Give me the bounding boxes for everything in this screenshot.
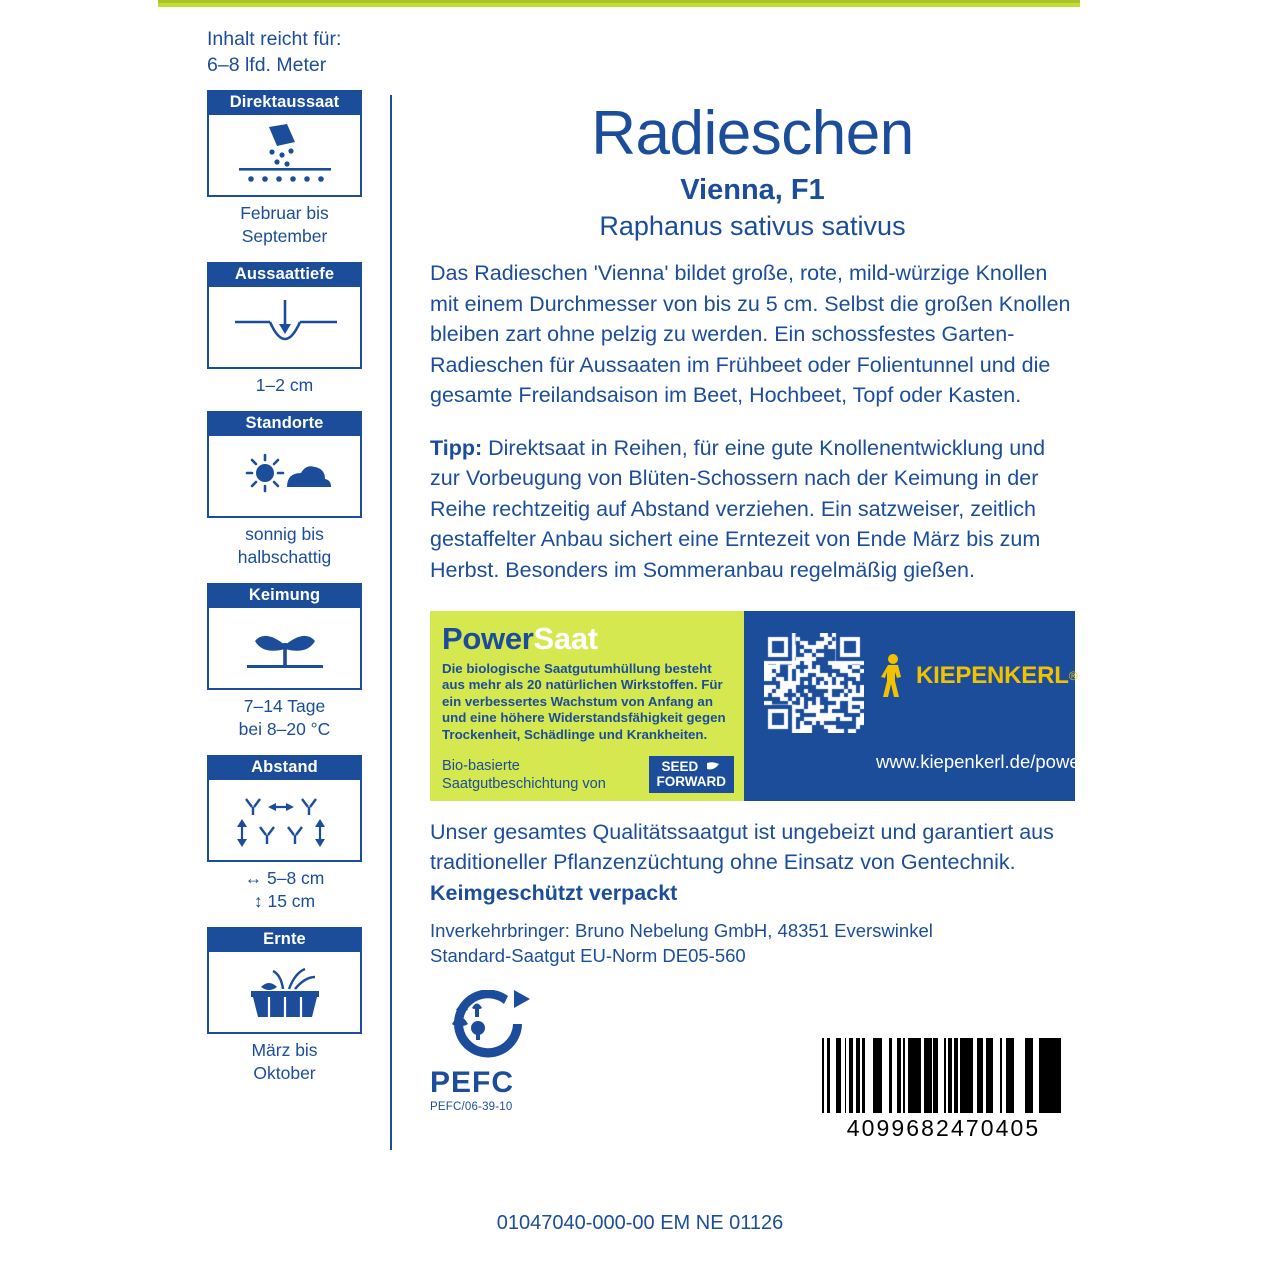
info-block-abstand bbox=[207, 755, 375, 913]
info-block-head: Aussaattiefe bbox=[207, 262, 362, 287]
tip-text: Direktsaat in Reihen, für eine gute Knollenentwicklung und zur Vorbeugung von Blüten-Schossern nach der Keimung in der Reihe rechtzeitig auf Abstand verziehen. Ein satzweiser, zeitlich gestaffelter Anbau sichert eine Erntezeit von Ende März bis zum Herbst. Besonders im Sommeranbau regelmäßig gießen. bbox=[430, 435, 1046, 582]
article-code: 01047040-000-00 EM NE 01126 bbox=[496, 1212, 784, 1234]
vertical-divider bbox=[390, 95, 392, 1150]
info-block-head: Abstand bbox=[207, 755, 362, 780]
info-block-head: Keimung bbox=[207, 583, 362, 608]
page-title: Radieschen bbox=[591, 99, 914, 168]
info-block-caption: 7–14 Tage bei 8–20 °C bbox=[238, 696, 331, 739]
seed-forward-logo: SEED FORWARD bbox=[649, 756, 735, 793]
contains-line-2: 6–8 lfd. Meter bbox=[207, 54, 327, 76]
bio-coating-label: Bio-basierte Saatgutbeschichtung von bbox=[442, 758, 606, 792]
left-info-column bbox=[207, 26, 375, 1089]
info-block-caption: ↔ 5–8 cm ↕ 15 cm bbox=[244, 868, 325, 911]
distributor-info: Inverkehrbringer: Bruno Nebelung GmbH, 48351 Everswinkel Standard-Saatgut EU-Norm DE05-560 bbox=[430, 920, 933, 966]
kiepenkerl-logo bbox=[880, 653, 1078, 699]
qr-code[interactable] bbox=[764, 633, 864, 733]
info-block-keimung bbox=[207, 583, 375, 741]
sun-cloud-icon bbox=[207, 436, 362, 518]
barcode-bars bbox=[822, 1038, 1065, 1113]
info-block-aussaattiefe bbox=[207, 262, 375, 397]
contains-label bbox=[207, 26, 375, 78]
info-block-head: Ernte bbox=[207, 927, 362, 952]
contains-line-1: Inhalt reicht für: bbox=[207, 28, 342, 50]
botanical-name: Raphanus sativus sativus bbox=[599, 211, 906, 241]
powersaat-left bbox=[430, 611, 744, 801]
description-text: Das Radieschen 'Vienna' bildet große, rote, mild-würzige Knollen mit einem Durchmesser von bis zu 5 cm. Selbst die großen Knollen bleiben zart ohne pelzig zu werden. Ein schossfestes Garten-Radieschen für Aussaaten im Frühbeet oder Folientunnel und die gesamte Freilandsaison im Beet, Hochbeet, Topf oder Kasten. bbox=[430, 261, 1071, 407]
info-block-direktaussaat bbox=[207, 90, 375, 248]
info-block-caption: März bis Oktober bbox=[251, 1040, 318, 1083]
pefc-label: PEFC bbox=[430, 1066, 515, 1099]
tip-paragraph bbox=[430, 433, 1075, 586]
top-green-bar bbox=[158, 0, 1080, 7]
info-block-standorte bbox=[207, 411, 375, 569]
sowing-depth-icon bbox=[207, 287, 362, 369]
powersaat-description: Die biologische Saatgutumhüllung besteht aus mehr als 20 natürlichen Wirkstoffen. Für ein verbessertes Wachstum von Anfang an und eine höhere Widerstandsfähigkeit gegen Trockenheit, Schädlinge und Krankheiten. bbox=[442, 661, 726, 742]
powersaat-url[interactable]: www.kiepenkerl.de/powersaat bbox=[876, 751, 1121, 772]
tip-label: Tipp: bbox=[430, 435, 483, 460]
pefc-code: PEFC/06-39-10 bbox=[430, 1101, 513, 1113]
seed-sowing-icon bbox=[207, 115, 362, 197]
powersaat-panel bbox=[430, 611, 1121, 801]
powersaat-logo: PowerSaat bbox=[442, 621, 598, 656]
pefc-certification bbox=[430, 990, 560, 1113]
info-block-ernte bbox=[207, 927, 375, 1085]
barcode-digits: 4099682470405 bbox=[846, 1115, 1041, 1141]
pefc-icon bbox=[430, 990, 534, 1064]
registered-mark: ® bbox=[1068, 669, 1078, 683]
seedling-icon bbox=[207, 608, 362, 690]
powersaat-bottom bbox=[442, 756, 734, 793]
powersaat-right bbox=[744, 611, 1121, 801]
quality-text: Unser gesamtes Qualitätssaatgut ist ungebeizt und garantiert aus traditioneller Pflanzenzüchtung ohne Einsatz von Gentechnik. bbox=[430, 820, 1054, 874]
harvest-crate-icon bbox=[207, 952, 362, 1034]
variety-name: Vienna, F1 bbox=[680, 174, 825, 206]
main-content bbox=[430, 99, 1121, 968]
info-block-caption: Februar bis September bbox=[240, 203, 329, 246]
info-block-head: Standorte bbox=[207, 411, 362, 436]
info-block-caption: 1–2 cm bbox=[255, 375, 314, 395]
germination-protected-label: Keimgeschützt verpackt bbox=[430, 881, 678, 905]
info-block-head: Direktaussaat bbox=[207, 90, 362, 115]
kiepenkerl-wordmark: KIEPENKERL bbox=[916, 662, 1069, 689]
barcode bbox=[822, 1038, 1065, 1142]
info-block-caption: sonnig bis halbschattig bbox=[237, 524, 332, 567]
plant-spacing-icon bbox=[207, 780, 362, 862]
